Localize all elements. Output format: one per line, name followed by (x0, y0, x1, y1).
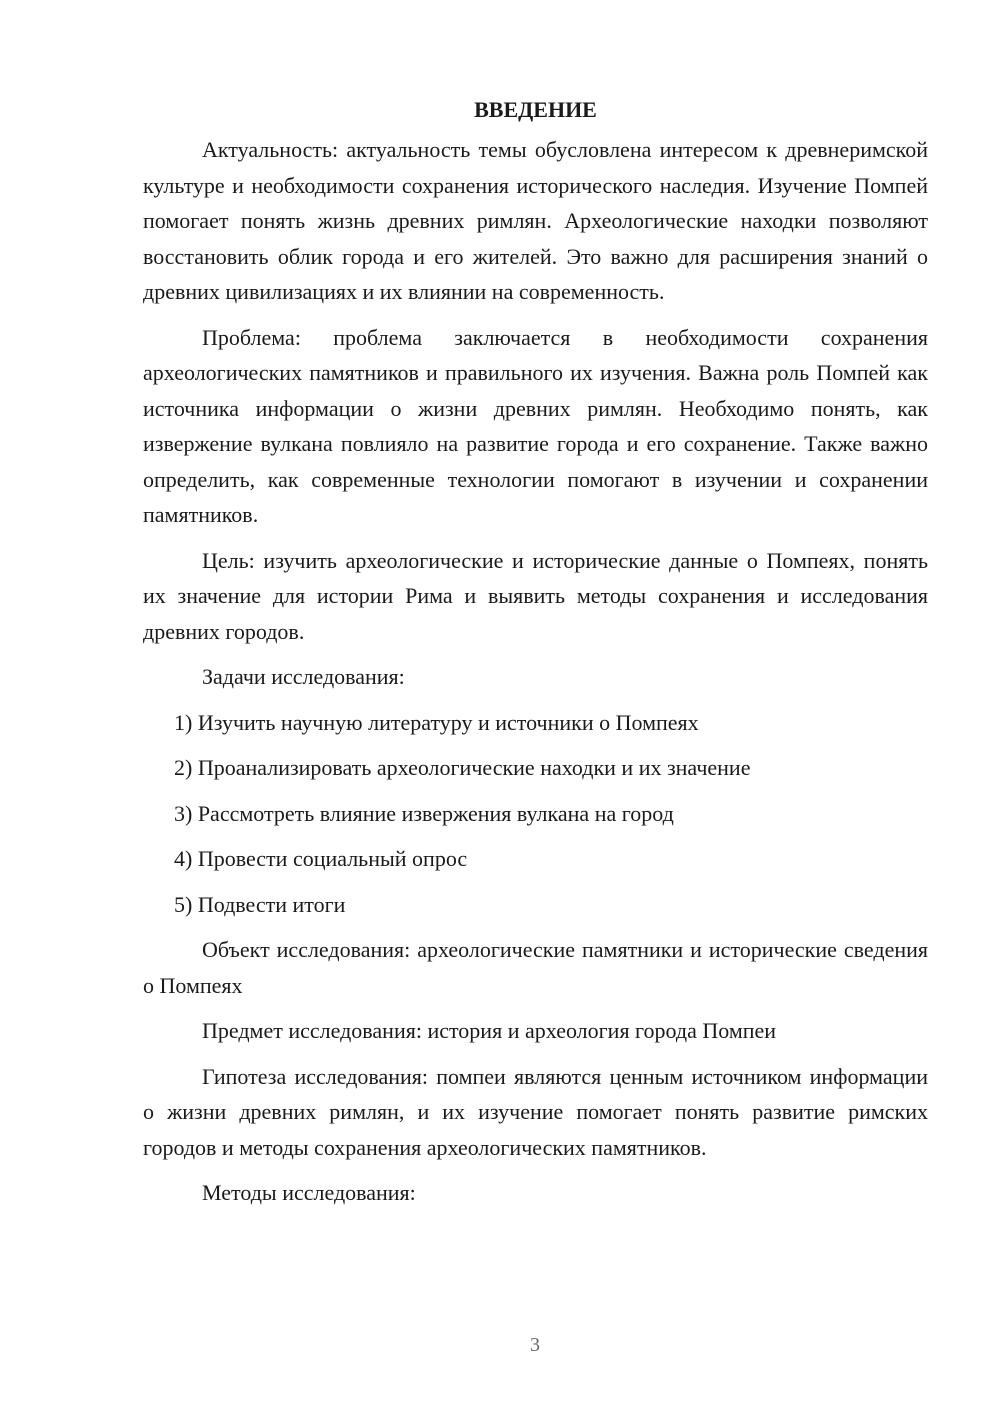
page-number: 3 (530, 1334, 540, 1356)
object-paragraph: Объект исследования: археологические памятники и исторические сведения о Помпеях (143, 937, 928, 998)
tasks-title: Задачи исследования: (202, 664, 405, 689)
page-body (143, 88, 928, 1221)
methods-title: Методы исследования: (202, 1180, 416, 1205)
problem-paragraph: Проблема: проблема заключается в необходимости сохранения археологических памятников и правильного их изучения. Важна роль Помпей как источника информации о жизни древних римлян. Необходимо понять, как извержение вулкана повлияло на развитие города и его сохранение. Также важно определить, как современные технологии помогают в изучении и сохранении памятников. (143, 324, 928, 527)
list-item: 3) Рассмотреть влияние извержения вулкана на город (174, 800, 674, 826)
relevance-paragraph: Актуальность: актуальность темы обусловлена интересом к древнеримской культуре и необходимости сохранения исторического наследия. Изучение Помпей помогает понять жизнь древних римлян. Археологические находки позволяют восстановить облик города и его жителей. Это важно для расширения знаний о древних цивилизациях и их влиянии на современность. (143, 137, 928, 304)
list-item: 4) Провести социальный опрос (174, 846, 468, 871)
subject-paragraph: Предмет исследования: история и археология города Помпеи (202, 1018, 777, 1043)
hypothesis-paragraph: Гипотеза исследования: помпеи являются ценным источником информации о жизни древних римлян, и их изучение помогает понять развитие римских городов и методы сохранения археологических памятников. (143, 1063, 928, 1160)
list-item: 2) Проанализировать археологические находки и их значение (174, 755, 751, 780)
list-item: 5) Подвести итоги (174, 891, 346, 917)
section-heading: ВВЕДЕНИЕ (474, 97, 597, 122)
list-item: 1) Изучить научную литературу и источники о Помпеях (174, 709, 699, 735)
goal-paragraph: Цель: изучить археологические и исторические данные о Помпеях, понять их значение для истории Рима и выявить методы сохранения и исследования древних городов. (143, 547, 928, 644)
tasks-list (143, 705, 928, 923)
